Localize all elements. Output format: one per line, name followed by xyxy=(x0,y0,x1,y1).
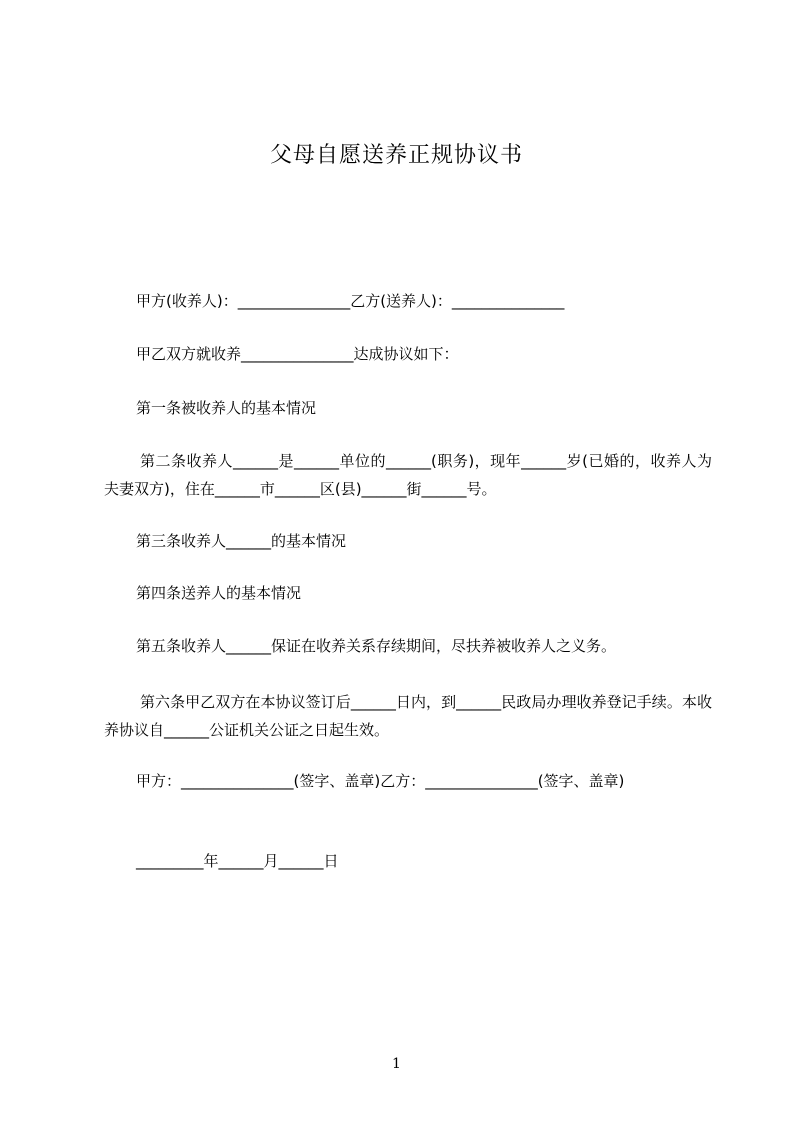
agreement-line: 甲乙双方就收养_______________达成协议如下： xyxy=(136,345,459,363)
parties-line: 甲方(收养人)：_______________乙方(送养人)：_______________ xyxy=(136,292,565,310)
document-title: 父母自愿送养正规协议书 xyxy=(269,143,523,168)
article-3: 第三条收养人______的基本情况 xyxy=(136,532,347,550)
page-number: 1 xyxy=(392,1056,401,1072)
article-1: 第一条被收养人的基本情况 xyxy=(136,399,317,417)
article-5: 第五条收养人______保证在收养关系存续期间，尽扶养被收养人之义务。 xyxy=(136,637,617,655)
article-6: 第六条甲乙双方在本协议签订后______日内，到______民政局办理收养登记手续。本收养协议自______公证机关公证之日起生效。 xyxy=(104,693,712,739)
article-4: 第四条送养人的基本情况 xyxy=(136,584,302,602)
signature-line: 甲方：_______________(签字、盖章)乙方：_______________(签字、盖章) xyxy=(136,772,625,790)
date-line: _________年______月______日 xyxy=(136,852,339,870)
article-2: 第二条收养人______是______单位的______(职务)，现年______岁(已婚的，收养人为夫妻双方)，住在______市______区(县)______街______号。 xyxy=(104,452,712,498)
